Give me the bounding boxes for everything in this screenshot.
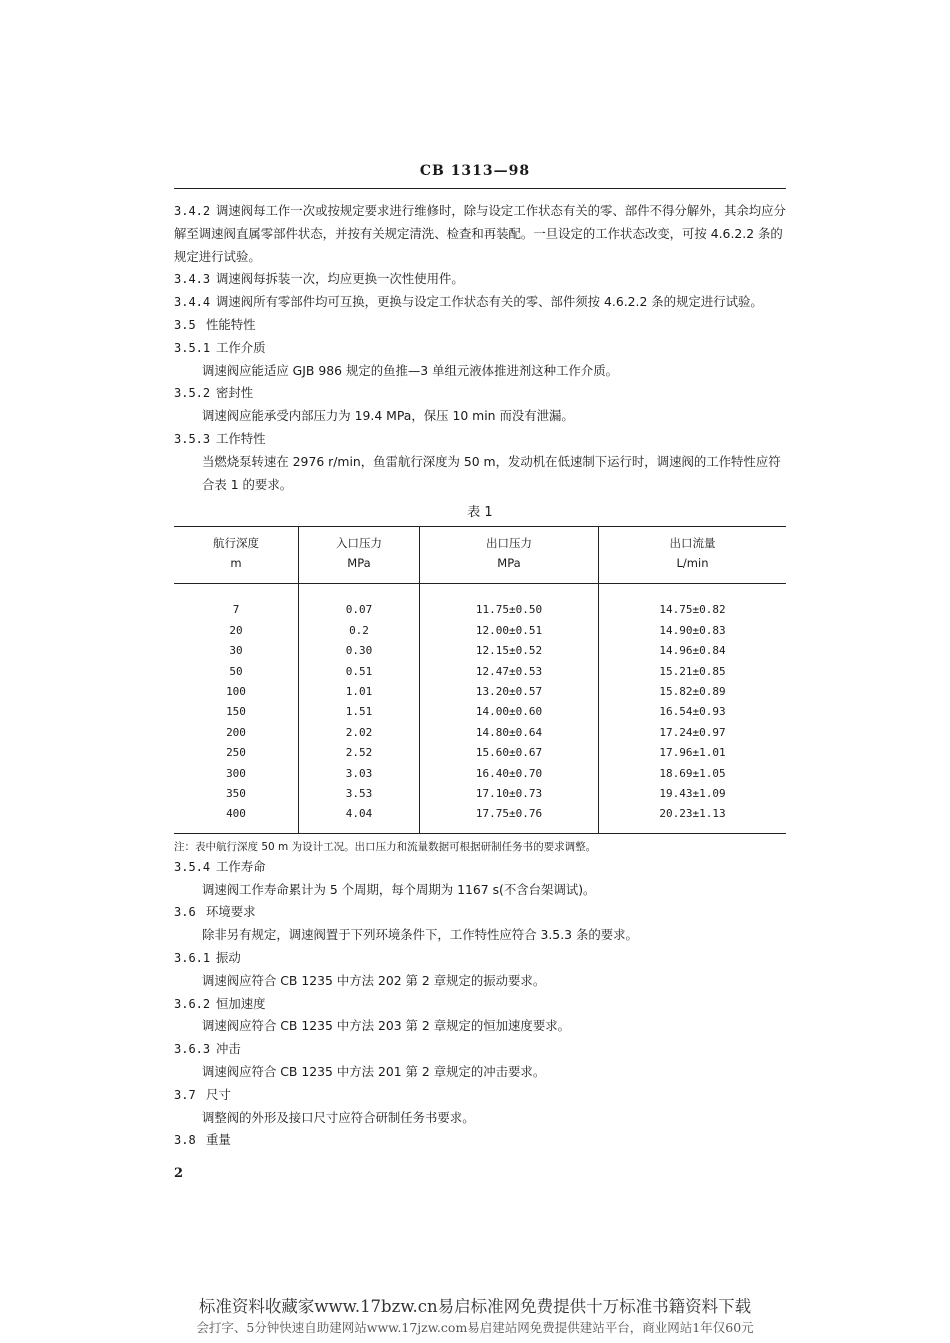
clause-title: 环境要求 bbox=[205, 904, 256, 920]
table-row bbox=[174, 682, 786, 702]
table-cell: 14.75±0.82 bbox=[599, 584, 787, 621]
table-cell: 11.75±0.50 bbox=[420, 584, 599, 621]
table-row bbox=[174, 702, 786, 722]
table-cell: 30 bbox=[229, 644, 243, 658]
table-row bbox=[174, 641, 786, 661]
clause-3-4-2 bbox=[174, 200, 786, 268]
clause-heading bbox=[174, 1084, 786, 1107]
clause-title: 冲击 bbox=[215, 1041, 241, 1057]
column-header-name: 出口流量 bbox=[669, 536, 716, 551]
clause-number: 3.4.2 bbox=[174, 204, 211, 218]
clause-text: 调速阀每工作一次或按规定要求进行维修时，除与设定工作状态有关的零、部件不得分解外，其余均应分解至调速阀直属零部件状态，并按有关规定清洗、检查和再装配。一旦设定的工作状态改变，可按 4.6.2.2 条的规定进行试验。 bbox=[174, 203, 786, 264]
clause-3-4-3 bbox=[174, 268, 786, 291]
table-row bbox=[174, 764, 786, 784]
document-body bbox=[174, 200, 786, 1152]
table-cell: 14.00±0.60 bbox=[420, 702, 599, 722]
clause-3-5 bbox=[174, 314, 786, 337]
clause-title: 工作寿命 bbox=[215, 858, 266, 874]
clause-title: 恒加速度 bbox=[215, 995, 266, 1011]
table-cell: 7 bbox=[232, 603, 240, 617]
table-cell: 12.15±0.52 bbox=[420, 641, 599, 661]
performance-table bbox=[174, 526, 786, 855]
clause-paragraph: 调速阀工作寿命累计为 5 个周期，每个周期为 1167 s(不含台架调试)。 bbox=[202, 881, 596, 897]
clause-number: 3.8 bbox=[174, 1133, 196, 1148]
table-cell: 3.03 bbox=[299, 764, 420, 784]
table-note-row bbox=[174, 833, 786, 856]
clause-heading bbox=[174, 1038, 786, 1061]
clause-heading bbox=[174, 993, 786, 1016]
clause-paragraph: 当燃烧泵转速在 2976 r/min，鱼雷航行深度为 50 m，发动机在低速制下运行时，调速阀的工作特性应符合表 1 的要求。 bbox=[202, 453, 781, 492]
table-cell: 350 bbox=[226, 787, 246, 801]
clause-number: 3.6.1 bbox=[174, 951, 211, 966]
clause-number: 3.4.3 bbox=[174, 272, 211, 287]
clause-number: 3.5.2 bbox=[174, 386, 211, 401]
table-cell: 14.90±0.83 bbox=[599, 621, 787, 641]
clause-title: 性能特性 bbox=[205, 316, 256, 332]
table-cell: 1.51 bbox=[299, 702, 420, 722]
column-header-depth bbox=[174, 527, 299, 584]
table-cell: 100 bbox=[226, 684, 246, 698]
table-cell: 1.01 bbox=[299, 682, 420, 702]
clause-heading bbox=[174, 856, 786, 879]
page-number: 2 bbox=[174, 1166, 184, 1181]
table-header-row bbox=[174, 527, 786, 584]
clause-3-5-3 bbox=[174, 428, 786, 451]
table-cell: 4.04 bbox=[299, 804, 420, 833]
table-cell: 16.54±0.93 bbox=[599, 702, 787, 722]
table-cell: 3.53 bbox=[299, 784, 420, 804]
column-header-unit: MPa bbox=[497, 556, 521, 571]
table-cell: 2.02 bbox=[299, 723, 420, 743]
table-row bbox=[174, 804, 786, 833]
table-cell: 13.20±0.57 bbox=[420, 682, 599, 702]
doc-header: CB 1313—98 bbox=[419, 163, 531, 179]
clause-number: 3.6.2 bbox=[174, 996, 211, 1011]
table-note: 注：表中航行深度 50 m 为设计工况。出口压力和流量数据可根据研制任务书的要求调整。 bbox=[174, 833, 786, 856]
clause-title: 振动 bbox=[215, 950, 241, 966]
table-cell: 0.30 bbox=[299, 641, 420, 661]
table-cell: 20 bbox=[229, 623, 243, 637]
column-header-unit: MPa bbox=[347, 556, 371, 571]
clause-heading bbox=[174, 901, 786, 924]
clause-3-5-2 bbox=[174, 382, 786, 405]
table-cell: 200 bbox=[226, 725, 246, 739]
table-caption: 表 1 bbox=[467, 505, 493, 521]
clause-number: 3.5 bbox=[174, 317, 196, 332]
clause-number: 3.4.4 bbox=[174, 295, 211, 310]
table-cell: 15.82±0.89 bbox=[599, 682, 787, 702]
clause-text: 调速阀每拆装一次，均应更换一次性使用件。 bbox=[215, 271, 464, 287]
column-header-inlet-pressure bbox=[299, 527, 420, 584]
table-cell: 250 bbox=[226, 746, 246, 760]
table-cell: 0.51 bbox=[299, 662, 420, 682]
header-rule bbox=[174, 188, 786, 189]
clause-title: 尺寸 bbox=[205, 1086, 231, 1102]
clause-title: 密封性 bbox=[215, 385, 254, 401]
table-cell: 17.96±1.01 bbox=[599, 743, 787, 763]
table-row bbox=[174, 743, 786, 763]
footer-line-1: 标准资料收藏家www.17bzw.cn易启标准网免费提供十万标准书籍资料下载 bbox=[198, 1297, 752, 1316]
footer-line-2: 会打字、5分钟快速自助建网站www.17jzw.com易启建站网免费提供建站平台，商业网站1年仅60元 bbox=[196, 1320, 754, 1335]
clause-paragraph: 调速阀应能适应 GJB 986 规定的鱼推—3 单组元液体推进剂这种工作介质。 bbox=[202, 362, 618, 378]
clause-text: 调速阀所有零部件均可互换，更换与设定工作状态有关的零、部件须按 4.6.2.2 条的规定进行试验。 bbox=[215, 294, 763, 310]
table-cell: 15.21±0.85 bbox=[599, 662, 787, 682]
clause-heading bbox=[174, 1129, 786, 1152]
clause-number: 3.7 bbox=[174, 1087, 196, 1102]
table-row bbox=[174, 784, 786, 804]
table-cell: 17.75±0.76 bbox=[420, 804, 599, 833]
clause-paragraph: 调速阀应符合 CB 1235 中方法 203 第 2 章规定的恒加速度要求。 bbox=[202, 1018, 570, 1034]
clause-paragraph: 调速阀应能承受内部压力为 19.4 MPa，保压 10 min 而没有泄漏。 bbox=[202, 408, 574, 424]
table-cell: 400 bbox=[226, 807, 246, 821]
column-header-name: 航行深度 bbox=[213, 536, 259, 551]
table-cell: 18.69±1.05 bbox=[599, 764, 787, 784]
table-row bbox=[174, 621, 786, 641]
table-cell: 50 bbox=[229, 664, 243, 678]
clause-title: 工作介质 bbox=[215, 339, 266, 355]
clause-paragraph: 调速阀应符合 CB 1235 中方法 202 第 2 章规定的振动要求。 bbox=[202, 972, 546, 988]
clause-paragraph: 调整阀的外形及接口尺寸应符合研制任务书要求。 bbox=[202, 1109, 475, 1125]
table-cell: 16.40±0.70 bbox=[420, 764, 599, 784]
table-cell: 12.00±0.51 bbox=[420, 621, 599, 641]
column-header-name: 出口压力 bbox=[486, 536, 532, 551]
table-cell: 17.10±0.73 bbox=[420, 784, 599, 804]
table-cell: 14.80±0.64 bbox=[420, 723, 599, 743]
column-header-name: 入口压力 bbox=[336, 536, 382, 551]
clause-number: 3.6 bbox=[174, 905, 196, 920]
clause-3-4-4 bbox=[174, 291, 786, 314]
clause-number: 3.5.1 bbox=[174, 340, 211, 355]
clause-title: 工作特性 bbox=[215, 430, 266, 446]
table-cell: 19.43±1.09 bbox=[599, 784, 787, 804]
table-row bbox=[174, 662, 786, 682]
clause-heading bbox=[174, 947, 786, 970]
clause-3-5-1 bbox=[174, 337, 786, 360]
clause-paragraph: 除非另有规定，调速阀置于下列环境条件下，工作特性应符合 3.5.3 条的要求。 bbox=[202, 927, 638, 943]
clause-number: 3.6.3 bbox=[174, 1042, 211, 1057]
table-cell: 300 bbox=[226, 766, 246, 780]
table-cell: 15.60±0.67 bbox=[420, 743, 599, 763]
table-cell: 12.47±0.53 bbox=[420, 662, 599, 682]
clause-paragraph: 调速阀应符合 CB 1235 中方法 201 第 2 章规定的冲击要求。 bbox=[202, 1064, 546, 1079]
table-cell: 20.23±1.13 bbox=[599, 804, 787, 833]
table-cell: 2.52 bbox=[299, 743, 420, 763]
column-header-unit: L/min bbox=[676, 556, 709, 571]
clauses-after-table bbox=[174, 856, 786, 1152]
table-cell: 17.24±0.97 bbox=[599, 723, 787, 743]
table-row bbox=[174, 584, 786, 621]
column-header-outlet-pressure bbox=[420, 527, 599, 584]
table-cell: 150 bbox=[226, 705, 246, 719]
clause-number: 3.5.3 bbox=[174, 431, 211, 446]
clause-title: 重量 bbox=[205, 1132, 231, 1148]
table-cell: 0.07 bbox=[299, 584, 420, 621]
clause-number: 3.5.4 bbox=[174, 859, 211, 874]
table-cell: 14.96±0.84 bbox=[599, 641, 787, 661]
column-header-outlet-flow bbox=[599, 527, 787, 584]
table-cell: 0.2 bbox=[299, 621, 420, 641]
table-row bbox=[174, 723, 786, 743]
column-header-unit: m bbox=[230, 556, 242, 571]
